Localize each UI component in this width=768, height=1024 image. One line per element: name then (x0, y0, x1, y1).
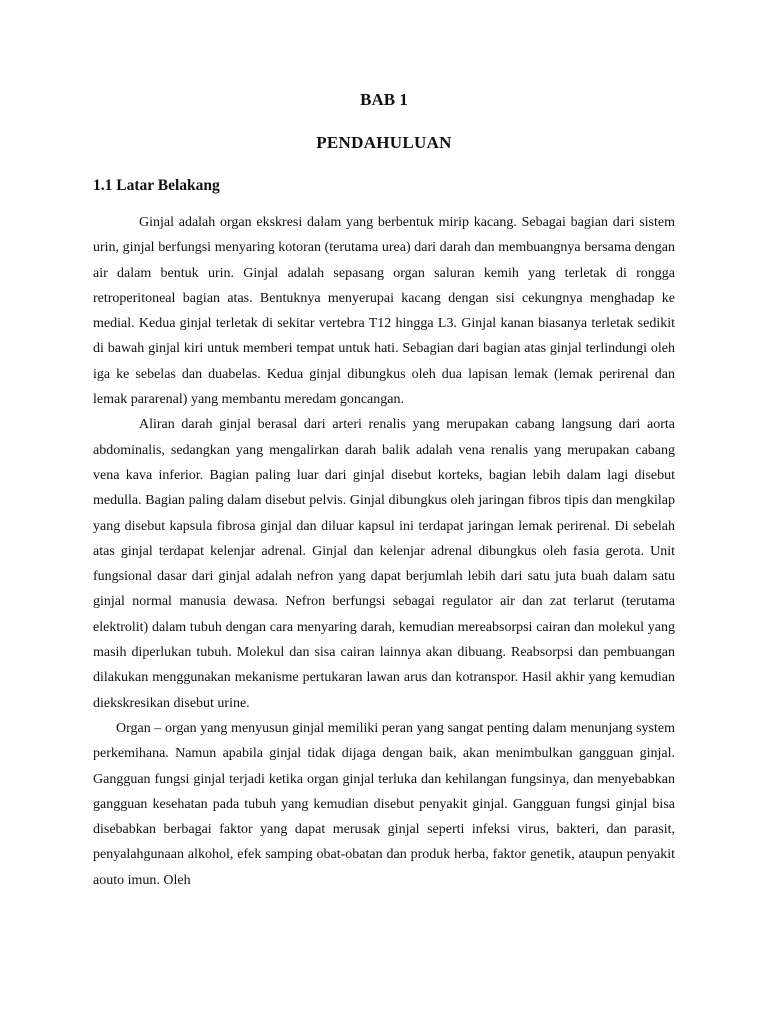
paragraph-aliran-darah: Aliran darah ginjal berasal dari arteri renalis yang merupakan cabang langsung dari aorta abdominalis, sedangkan yang mengalirkan darah balik adalah vena renalis yang merupakan cabang vena kava inferior. Bagian paling luar dari ginjal disebut korteks, bagian lebih dalam lagi disebut medulla. Bagian paling dalam disebut pelvis. Ginjal dibungkus oleh jaringan fibros tipis dan mengkilap yang disebut kapsula fibrosa ginjal dan diluar kapsul ini terdapat jaringan lemak perirenal. Di sebelah atas ginjal terdapat kelenjar adrenal. Ginjal dan kelenjar adrenal dibungkus oleh fasia gerota. Unit fungsional dasar dari ginjal adalah nefron yang dapat berjumlah lebih dari satu juta buah dalam satu ginjal normal manusia dewasa. Nefron berfungsi sebagai regulator air dan zat terlarut (terutama elektrolit) dalam tubuh dengan cara menyaring darah, kemudian mereabsorpsi cairan dan molekul yang masih diperlukan tubuh. Molekul dan sisa cairan lainnya akan dibuang. Reabsorpsi dan pembuangan dilakukan menggunakan mekanisme pertukaran lawan arus dan kotranspor. Hasil akhir yang kemudian diekskresikan disebut urine. (93, 417, 675, 711)
section-heading: 1.1 Latar Belakang (93, 177, 220, 194)
chapter-label: BAB 1 (360, 90, 408, 109)
body-text (93, 210, 675, 893)
paragraph-organ-ginjal: Organ – organ yang menyusun ginjal memiliki peran yang sangat penting dalam menunjang system perkemihana. Namun apabila ginjal tidak dijaga dengan baik, akan menimbulkan gangguan ginjal. Gangguan fungsi ginjal terjadi ketika organ ginjal terluka dan kehilangan fungsinya, dan menyebabkan gangguan kesehatan pada tubuh yang kemudian disebut penyakit ginjal. Gangguan fungsi ginjal bisa disebabkan berbagai faktor yang dapat merusak ginjal seperti infeksi virus, bakteri, dan parasit, penyalahgunaan alkohol, efek samping obat-obatan dan produk herba, faktor genetik, ataupun penyakit aouto imun. Oleh (93, 720, 675, 888)
chapter-title: PENDAHULUAN (316, 133, 452, 152)
paragraph-ginjal-intro: Ginjal adalah organ ekskresi dalam yang berbentuk mirip kacang. Sebagai bagian dari sistem urin, ginjal berfungsi menyaring kotoran (terutama urea) dari darah dan membuangnya bersama dengan air dalam bentuk urin. Ginjal adalah sepasang organ saluran kemih yang terletak di rongga retroperitoneal bagian atas. Bentuknya menyerupai kacang dengan sisi cekungnya menghadap ke medial. Kedua ginjal terletak di sekitar vertebra T12 hingga L3. Ginjal kanan biasanya terletak sedikit di bawah ginjal kiri untuk memberi tempat untuk hati. Sebagian dari bagian atas ginjal terlindungi oleh iga ke sebelas dan duabelas. Kedua ginjal dibungkus oleh dua lapisan lemak (lemak perirenal dan lemak pararenal) yang membantu meredam goncangan. (93, 215, 675, 408)
